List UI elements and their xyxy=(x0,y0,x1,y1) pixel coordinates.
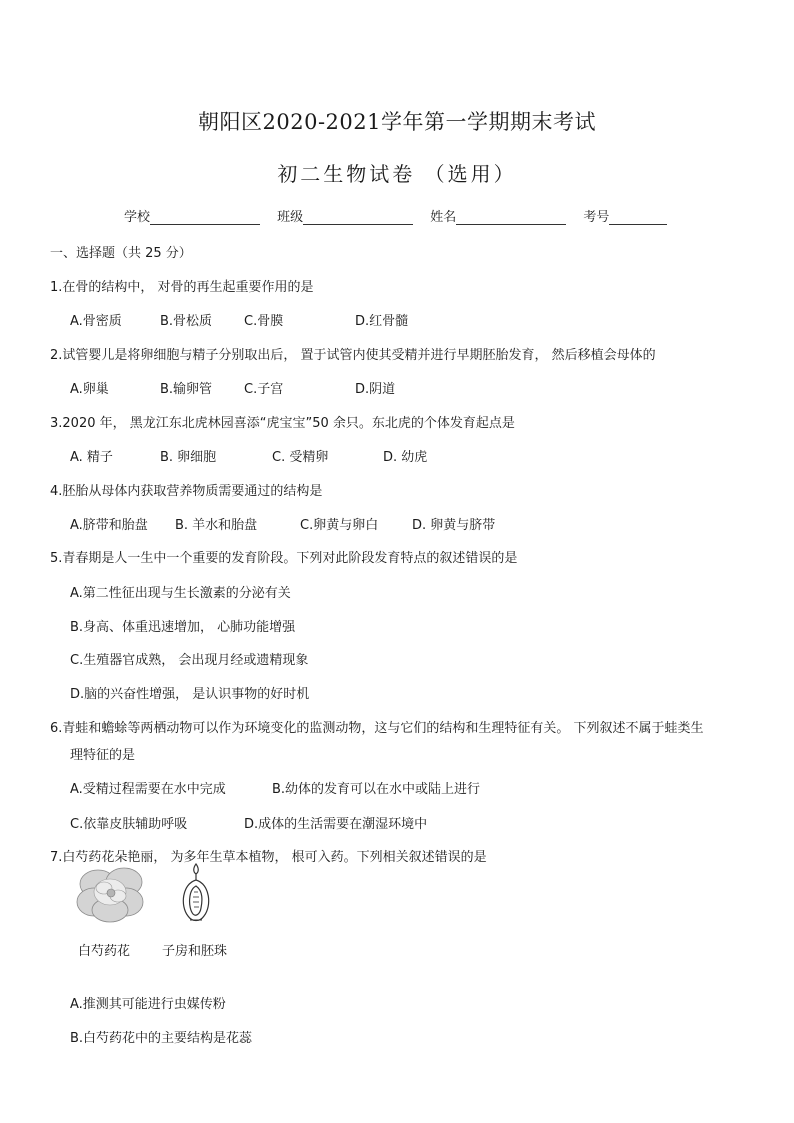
q4-option-c[interactable]: C.卵黄与卵白 xyxy=(300,518,379,533)
q6-option-a[interactable]: A.受精过程需要在水中完成 xyxy=(70,782,226,797)
q5-option-c[interactable]: C.生殖器官成熟， 会出现月经或遗精现象 xyxy=(70,653,309,668)
number-blank[interactable] xyxy=(609,210,667,225)
school-field[interactable] xyxy=(124,206,260,225)
q3-option-c[interactable]: C. 受精卵 xyxy=(272,450,329,465)
exam-title: 朝阳区2020-2021学年第一学期期末考试 xyxy=(198,110,596,134)
q2-option-c[interactable]: C.子宫 xyxy=(244,382,284,397)
q7-option-a[interactable]: A.推测其可能进行虫媒传粉 xyxy=(70,997,226,1012)
q4-option-a[interactable]: A.脐带和胎盘 xyxy=(70,518,148,533)
class-blank[interactable] xyxy=(303,210,413,225)
q5-option-b[interactable]: B.身高、体重迅速增加， 心肺功能增强 xyxy=(70,620,296,635)
q7-option-b[interactable]: B.白芍药花中的主要结构是花蕊 xyxy=(70,1031,253,1046)
q3-option-b[interactable]: B. 卵细胞 xyxy=(160,450,217,465)
question-6-stem: 6.青蛙和蟾蜍等两栖动物可以作为环境变化的监测动物，这与它们的结构和生理特征有关。 下列叙述不属于蛙类生 xyxy=(50,721,704,736)
question-7-stem: 7.白芍药花朵艳丽， 为多年生草本植物， 根可入药。下列相关叙述错误的是 xyxy=(50,850,487,865)
q2-option-d[interactable]: D.阴道 xyxy=(355,382,396,397)
q4-option-b[interactable]: B. 羊水和胎盘 xyxy=(175,518,258,533)
number-label: 考号 xyxy=(583,210,610,225)
q6-option-b[interactable]: B.幼体的发育可以在水中或陆上进行 xyxy=(272,782,481,797)
school-blank[interactable] xyxy=(150,210,260,225)
q6-option-d[interactable]: D.成体的生活需要在潮湿环境中 xyxy=(244,817,428,832)
q6-option-c[interactable]: C.依靠皮肤辅助呼吸 xyxy=(70,817,188,832)
name-field[interactable] xyxy=(430,206,566,225)
question-4-stem: 4.胚胎从母体内获取营养物质需要通过的结构是 xyxy=(50,484,323,499)
q4-option-d[interactable]: D. 卵黄与脐带 xyxy=(412,518,496,533)
figure-caption-peony: 白芍药花 xyxy=(78,944,131,959)
name-blank[interactable] xyxy=(456,210,566,225)
school-label: 学校 xyxy=(124,210,151,225)
q3-option-d[interactable]: D. 幼虎 xyxy=(383,450,428,465)
question-3-stem: 3.2020 年， 黑龙江东北虎林园喜添“虎宝宝”50 余只。东北虎的个体发育起点是 xyxy=(50,416,515,431)
section-title: 一、选择题（共 25 分） xyxy=(50,246,192,261)
q1-option-d[interactable]: D.红骨髓 xyxy=(355,314,409,329)
q1-option-c[interactable]: C.骨膜 xyxy=(244,314,284,329)
q1-option-a[interactable]: A.骨密质 xyxy=(70,314,122,329)
peony-flower-icon xyxy=(74,862,148,924)
ovary-diagram-icon xyxy=(176,860,216,928)
question-1-stem: 1.在骨的结构中， 对骨的再生起重要作用的是 xyxy=(50,280,314,295)
q2-option-b[interactable]: B.输卵管 xyxy=(160,382,213,397)
q5-option-a[interactable]: A.第二性征出现与生长激素的分泌有关 xyxy=(70,586,291,601)
class-field[interactable] xyxy=(277,206,413,225)
exam-subtitle: 初二生物试卷 （选用） xyxy=(277,162,517,186)
number-field[interactable] xyxy=(583,206,667,225)
q2-option-a[interactable]: A.卵巢 xyxy=(70,382,109,397)
figure-caption-ovary: 子房和胚珠 xyxy=(162,944,228,959)
peony-flower-image xyxy=(74,862,148,924)
q1-option-b[interactable]: B.骨松质 xyxy=(160,314,213,329)
question-6-stem-cont: 理特征的是 xyxy=(70,748,136,763)
q5-option-d[interactable]: D.脑的兴奋性增强， 是认识事物的好时机 xyxy=(70,687,310,702)
ovary-ovule-image xyxy=(176,860,216,928)
student-info-row xyxy=(124,206,679,225)
q3-option-a[interactable]: A. 精子 xyxy=(70,450,113,465)
name-label: 姓名 xyxy=(430,210,457,225)
class-label: 班级 xyxy=(277,210,304,225)
question-2-stem: 2.试管婴儿是将卵细胞与精子分别取出后， 置于试管内使其受精并进行早期胚胎发育， 然后移植会母体的 xyxy=(50,348,656,363)
question-5-stem: 5.青春期是人一生中一个重要的发育阶段。下列对此阶段发育特点的叙述错误的是 xyxy=(50,551,518,566)
